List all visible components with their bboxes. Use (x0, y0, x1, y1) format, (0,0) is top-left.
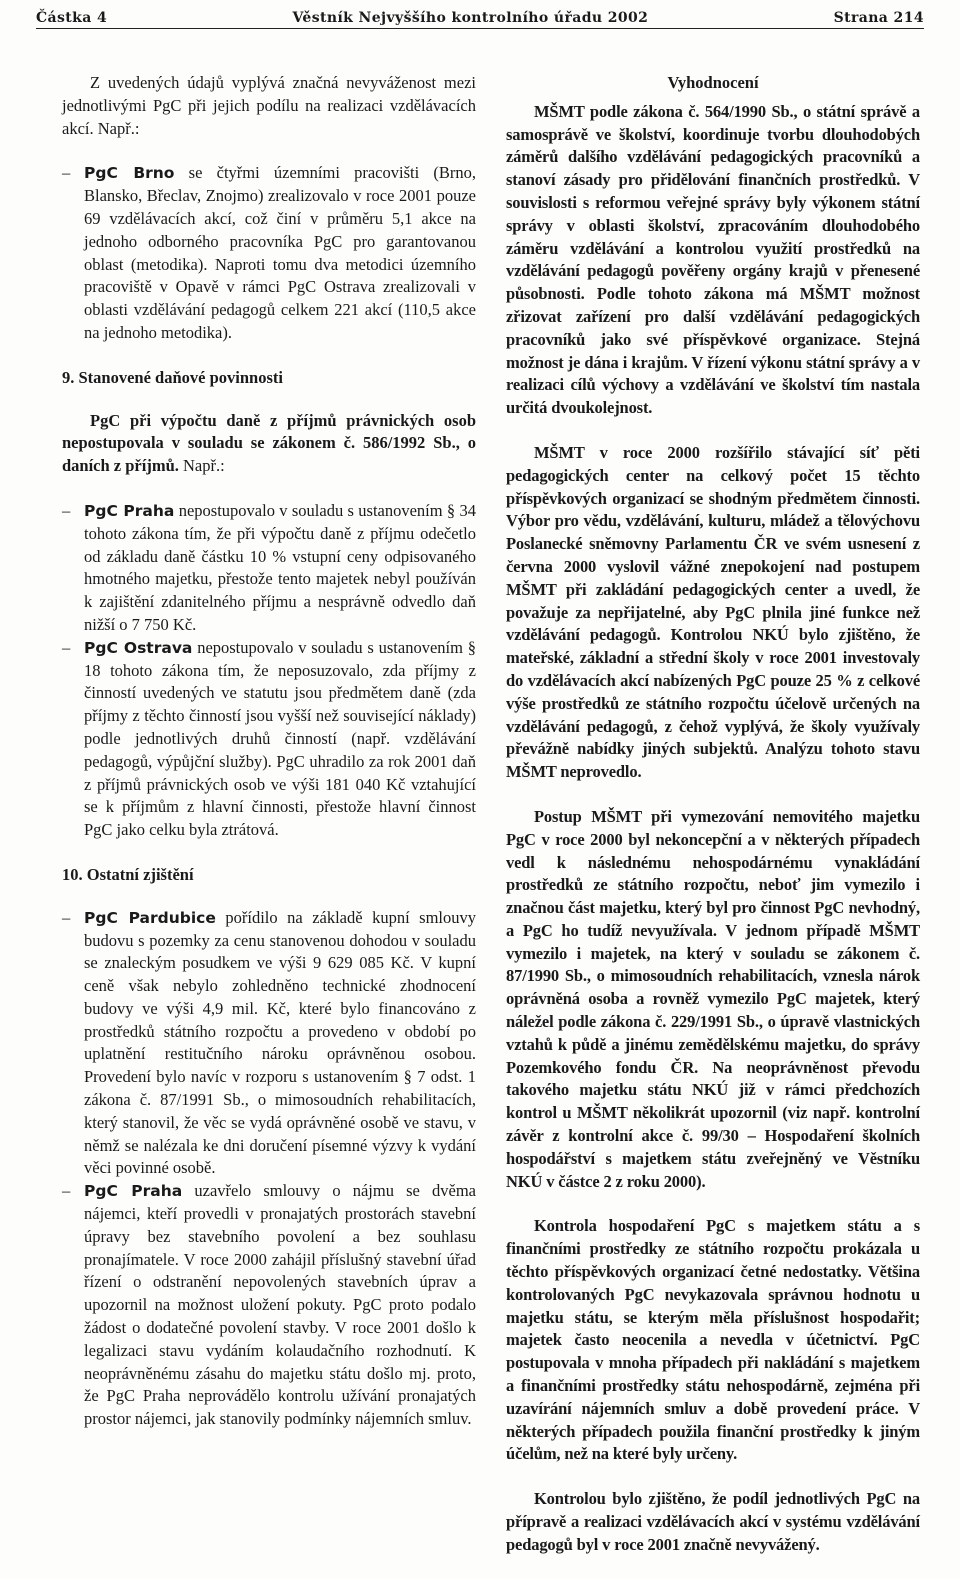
journal-title: Věstník Nejvyššího kontrolního úřadu 2002 (292, 10, 649, 26)
left-column (62, 72, 476, 1453)
org-name: PgC Pardubice (84, 908, 216, 927)
issue-number: Částka 4 (36, 10, 108, 26)
item-text: nepostupovalo v souladu s ustanovením § 34 tohoto zákona tím, že při výpočtu daně z příjmu odečetlo od základu daně částku 10 % vstupní ceny odpisovaného hmotného majetku, přestože tento majetek nebyl používán k zajištění zdanitelného příjmu a nesprávně odvedlo daň nižší o 7 750 Kč. (84, 500, 476, 634)
evaluation-paragraph-4: Kontrola hospodaření PgC s majetkem státu a s finančními prostředky ze státního rozpočtu prokázala u těchto příspěvkových organizací četné nedostatky. Většina kontrolovaných PgC nevykazovala správnou hodnotu u majetku státu, se kterým měla příslušnost hospodařit; majetek často neocenila a nevedla v účetnictví. PgC postupovala v mnoha případech při nakládání s majetkem a finančními prostředky státu nehospodárně, zejména při uzavírání nájemních smluv a době provedení práce. V některých případech použila finanční prostředky k jiným účelům, než na které byly určeny. (506, 1216, 920, 1464)
intro-paragraph: Z uvedených údajů vyplývá značná nevyváženost mezi jednotlivými PgC při jejich podílu na realizaci vzdělávacích akcí. Např.: (62, 73, 476, 138)
lead-bold: PgC při výpočtu daně z příjmů právnických osob nepostupovala v souladu se zákonem č. 586/1992 Sb., o daních z příjmů. (62, 410, 476, 476)
evaluation-paragraph-2: MŠMT v roce 2000 rozšířilo stávající síť pěti pedagogických center na celkový počet 15 těchto příspěvkových organizací se shodným předmětem činnosti. Výbor pro vědu, vzdělávání, kulturu, mládež a tělovýchovu Poslanecké sněmovny Parlamentu ČR ve svém usnesení z června 2000 vyslovil vážné znepokojení nad postupem MŠMT při zakládání pedagogických center a uvedl, že považuje za nepřijatelné, aby PgC plnila jiné funkce než vzdělávání pedagogů. Kontrolou NKÚ bylo zjištěno, že mateřské, základní a střední školy v roce 2001 investovaly do vzdělávacích akcí nabízených PgC pouze 25 % z celkové výše prostředků ze státního rozpočtu účelově určených na vzdělávání pedagogů, z čehož vyplývá, že školy využívaly převážně nabídky jiných subjektů. Analýzu tohoto stavu MŠMT neprovedlo. (506, 442, 920, 782)
list-item (62, 637, 476, 842)
item-text: se čtyřmi územními pracovišti (Brno, Blansko, Břeclav, Znojmo) zrealizovalo v roce 2001 pouze 69 vzdělávacích akcí, což činí v průměru 5,1 akce na jednoho odborného pracovníka PgC pro garantovanou oblast (metodika). Naproti tomu dva metodici územního pracoviště v Opavě v rámci PgC Ostrava zrealizovali v oblasti vzdělávání pedagogů celkem 221 akcí (110,5 akce na jednoho metodika). (84, 163, 477, 342)
org-name: PgC Brno (84, 164, 175, 183)
org-name: PgC Ostrava (84, 638, 193, 657)
item-text: pořídilo na základě kupní smlouvy budovu s pozemky za cenu stanovenou dohodou v souladu se znaleckým posudkem ve výši 9 629 085 Kč. V kupní ceně však nebylo zohledněno technické zhodnocení budovy ve výši 4,9 mil. Kč, které bylo financováno z prostředků státního rozpočtu a provedeno v období po uplatnění restitučního nároku oprávněnou osobou. Provedení bylo navíc v rozporu s ustanovením § 7 odst. 1 zákona č. 87/1991 Sb., o mimosoudních rehabilitacích, který stanovil, že věc se vydá oprávněné osobě ve stavu, v němž se nalézala ke dni doručení písemné výzvy k vydání věci povinné osobě. (84, 907, 477, 1178)
right-column (506, 72, 920, 1579)
evaluation-paragraph-3: Postup MŠMT při vymezování nemovitého majetku PgC v roce 2000 byl nekoncepční a v některých případech vedl k následnému nehospodárnému vynakládání prostředků ze státního rozpočtu, neboť jim vymezilo i značnou část majetku, který byl pro činnost PgC nevhodný, a PgC ho tudíž nevyužívala. V jednom případě MŠMT vymezilo i majetek, na který v souladu se zákonem č. 87/1990 Sb., o mimosoudních rehabilitacích, vznesla nárok oprávněná osoba a rovněž vymezilo PgC majetek, který náležel podle zákona č. 229/1991 Sb., o úpravě vlastnických vztahů k půdě a jinému zemědělskému majetku, do správy Pozemkového fondu ČR. Na neoprávněnost převodu takového majetku státu NKÚ již v rámci předchozích kontrol u MŠMT několikrát upozornil (viz např. kontrolní závěr z kontrolní akce č. 99/30 – Hospodaření školních hospodářství s majetkem státu zveřejněný ve Věstníku NKÚ v částce 2 z roku 2000). (506, 806, 920, 1191)
tax-list (62, 500, 476, 842)
item-text: uzavřelo smlouvy o nájmu se dvěma nájemci, kteří provedli v pronajatých prostorách stavební úpravy bez stavebního povolení a bez souhlasu pronajímatele. V roce 2000 zahájil příslušný stavební úřad řízení o odstranění nepovolených stavebních úprav a upozornil na možnost uložení pokuty. PgC proto podalo žádost o dodatečné povolení stavby. V roce 2001 došlo k legalizaci stavu vydáním kolaudačního rozhodnutí. K neoprávněnému zásahu do majetku státu došlo mj. proto, že PgC Praha neprovádělo kontrolu užívání pronajatých prostor nájemci, jak stanovily podmínky nájemních smluv. (84, 1181, 476, 1429)
page-header (36, 4, 924, 26)
lead-rest: Např.: (178, 456, 225, 476)
section-10-title: 10. Ostatní zjištění (62, 864, 194, 884)
item-text: nepostupovalo v souladu s ustanovením § 18 tohoto zákona tím, že neposuzovalo, zda příjmy z činností uvedených ve statutu jsou předmětem daně (zda příjmy z těchto činností jsou vyšší než související náklady) podle jednotlivých druhů činností (např. vzdělávání pedagogů, výpůjční služby). PgC uhradilo za rok 2001 daň z příjmů právnických osob ve výši 181 040 Kč vztahující se k příjmům z hlavní činnosti, přestože hlavní činnost PgC jako celku byla ztrátová. (84, 637, 476, 840)
list-item (62, 162, 476, 344)
list-item (62, 907, 476, 1181)
page-number: Strana 214 (833, 10, 924, 26)
section-9-lead (62, 410, 476, 478)
list-item (62, 500, 476, 637)
examples-list (62, 162, 476, 344)
org-name: PgC Praha (84, 501, 175, 520)
header-rule (36, 28, 924, 29)
org-name: PgC Praha (84, 1182, 183, 1201)
list-item (62, 1180, 476, 1431)
evaluation-title: Vyhodnocení (667, 73, 759, 92)
section-9-title: 9. Stanovené daňové povinnosti (62, 367, 283, 387)
evaluation-paragraph-1: MŠMT podle zákona č. 564/1990 Sb., o státní správě a samosprávě ve školství, koordinuje tvorbu dlouhodobých záměrů dalšího vzdělávání pedagogických pracovníků a stanoví zásady pro přidělování finančních prostředků. V souvislosti s reformou veřejné správy byly výkonem státní správy v oblasti školství, zpracováním dlouhodobého záměru vzdělávání a kontrolou využití prostředků na vzdělávání pedagogů pověřeny orgány krajů v přenesené působnosti. Podle tohoto zákona má MŠMT možnost zřizovat zařízení pro další vzdělávání pedagogických pracovníků jako své příspěvkové organizace. Stejná možnost je dána i krajům. V řízení výkonu státní správy a v realizaci cílů výchovy a vzdělávání ve školství tím nastala určitá dvoukolejnost. (506, 101, 920, 418)
evaluation-paragraph-5: Kontrolou bylo zjištěno, že podíl jednotlivých PgC na přípravě a realizaci vzdělávacích akcí v systému vzdělávání pedagogů byl v roce 2001 značně nevyvážený. (506, 1489, 920, 1554)
other-findings-list (62, 907, 476, 1431)
